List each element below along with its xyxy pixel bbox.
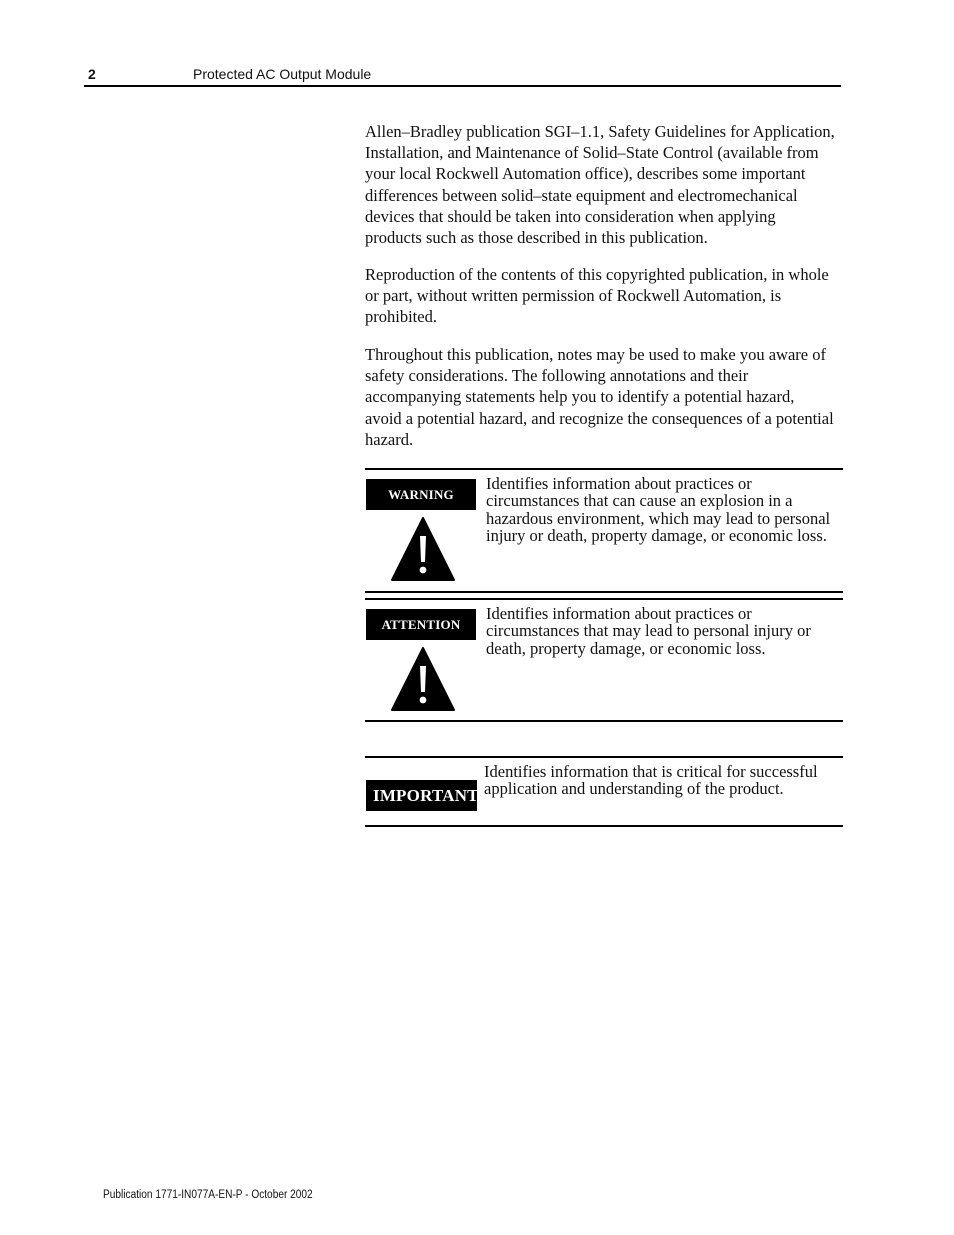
attention-bottom-rule xyxy=(365,720,843,722)
attention-top-rule xyxy=(365,598,843,600)
warning-label: WARNING xyxy=(366,479,476,510)
attention-label: ATTENTION xyxy=(366,609,476,640)
important-bottom-rule xyxy=(365,825,843,827)
warning-text: Identifies information about practices or circumstances that can cause an explosion in a hazardous environment, which may lead to personal injury or death, property damage, or economic loss. xyxy=(486,474,831,546)
important-text: Identifies information that is critical for successful application and understanding of the product. xyxy=(484,762,818,799)
attention-text: Identifies information about practices or circumstances that may lead to personal injury or death, property damage, or economic loss. xyxy=(486,604,811,658)
important-label: IMPORTANT xyxy=(366,780,477,811)
warning-top-rule xyxy=(365,468,843,470)
warning-triangle-icon xyxy=(390,646,456,712)
paragraph-safety-guidelines: Allen–Bradley publication SGI–1.1, Safety Guidelines for Application, Installation, and Maintenance of Solid–State Control (available from your local Rockwell Automation office), describes some important differences between solid–state equipment and electromechanical devices that should be taken into consideration when applying products such as those described in this publication. xyxy=(365,122,835,248)
warning-bottom-rule xyxy=(365,591,843,593)
header-rule xyxy=(84,85,841,87)
warning-triangle-icon xyxy=(390,516,456,582)
paragraph-notes-intro: Throughout this publication, notes may be used to make you aware of safety considerations. The following annotations and their accompanying statements help you to identify a potential hazard, avoid a potential hazard, and recognize the consequences of a potential hazard. xyxy=(365,345,834,449)
important-top-rule xyxy=(365,756,843,758)
paragraph-copyright: Reproduction of the contents of this copyrighted publication, in whole or part, without written permission of Rockwell Automation, is prohibited. xyxy=(365,265,829,327)
running-title: Protected AC Output Module xyxy=(193,66,372,82)
publication-footer: Publication 1771-IN077A-EN-P - October 2002 xyxy=(103,1189,313,1201)
page-number: 2 xyxy=(88,66,96,82)
